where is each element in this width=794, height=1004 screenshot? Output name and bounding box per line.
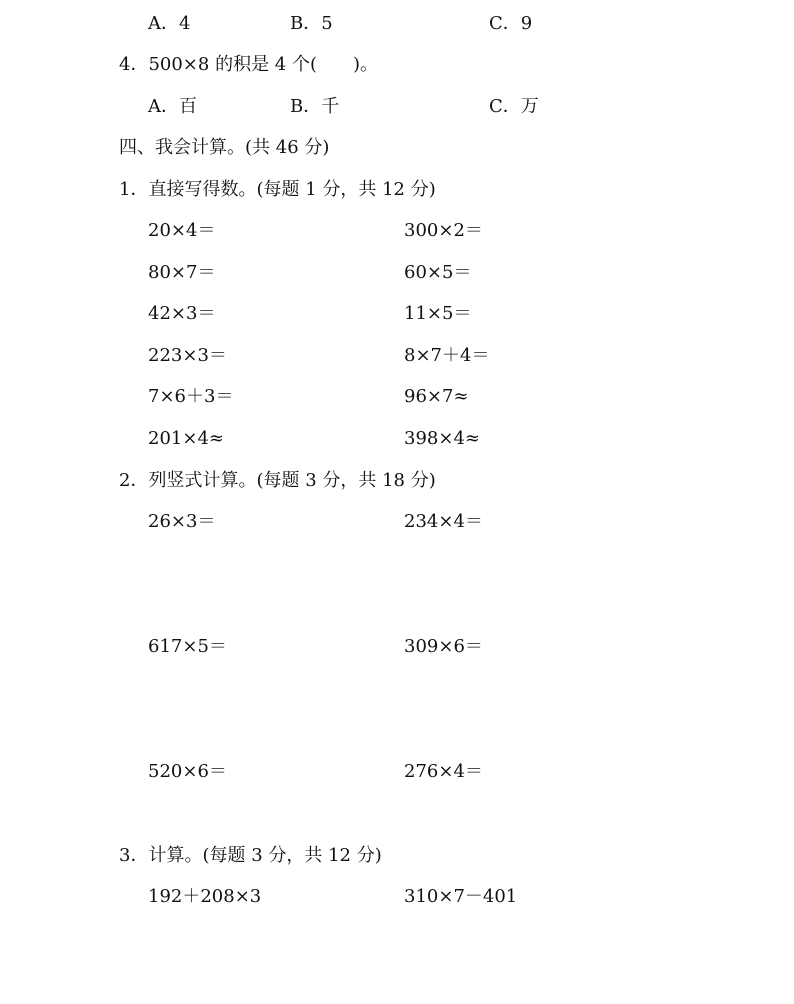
- q4-option-a: A．百: [148, 96, 197, 117]
- part1-right-item: 398×4≈: [404, 428, 480, 449]
- part1-right-item: 8×7＋4＝: [404, 345, 490, 366]
- part2-right-item: 309×6＝: [404, 636, 483, 657]
- part2-right-item: 276×4＝: [404, 761, 483, 782]
- q4-option-b: B．千: [290, 96, 340, 117]
- part1-left-item: 223×3＝: [148, 345, 227, 366]
- part1-left-item: 20×4＝: [148, 220, 216, 241]
- part2-left-item: 26×3＝: [148, 511, 216, 532]
- q4-stem: 4．500×8 的积是 4 个( )。: [119, 54, 379, 75]
- part1-right-item: 96×7≈: [404, 386, 469, 407]
- part1-left-item: 42×3＝: [148, 303, 216, 324]
- part1-title: 1．直接写得数。(每题 1 分，共 12 分): [119, 179, 436, 200]
- part1-left-item: 7×6＋3＝: [148, 386, 234, 407]
- section-title: 四、我会计算。(共 46 分): [119, 137, 330, 158]
- part3-title: 3．计算。(每题 3 分，共 12 分): [119, 845, 382, 866]
- part1-right-item: 300×2＝: [404, 220, 483, 241]
- part1-right-item: 11×5＝: [404, 303, 472, 324]
- q3-option-b: B．5: [290, 13, 333, 34]
- part1-right-item: 60×5＝: [404, 262, 472, 283]
- part1-left-item: 201×4≈: [148, 428, 224, 449]
- part3-right-item: 310×7－401: [404, 886, 518, 907]
- part2-left-item: 520×6＝: [148, 761, 227, 782]
- part1-left-item: 80×7＝: [148, 262, 216, 283]
- q4-option-c: C．万: [489, 96, 539, 117]
- part2-left-item: 617×5＝: [148, 636, 227, 657]
- part3-left-item: 192＋208×3: [148, 886, 262, 907]
- q3-option-a: A．4: [148, 13, 191, 34]
- part2-title: 2．列竖式计算。(每题 3 分，共 18 分): [119, 470, 436, 491]
- part2-right-item: 234×4＝: [404, 511, 483, 532]
- q3-option-c: C．9: [489, 13, 533, 34]
